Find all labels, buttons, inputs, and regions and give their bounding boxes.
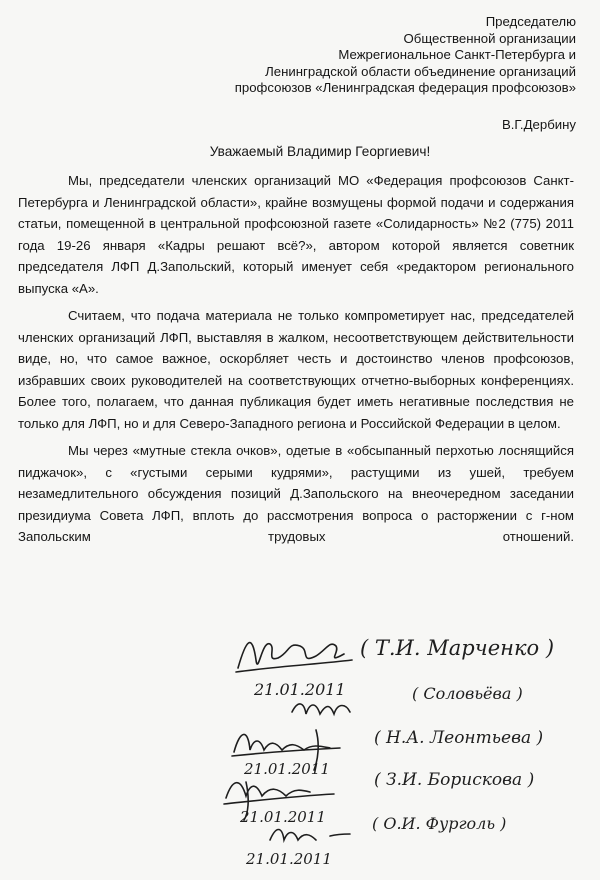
addressee-line: Председателю xyxy=(485,14,576,29)
signature-5-name: ( О.И. Фурголь ) xyxy=(372,814,507,833)
signature-1-name: ( Т.И. Марченко ) xyxy=(360,636,555,660)
signature-4-name: ( З.И. Борискова ) xyxy=(374,770,535,790)
signature-1-scribble xyxy=(238,643,344,668)
body-paragraph: Считаем, что подача материала не только компрометирует нас, председателей членских организаций ЛФП, выставляя в жалком, несоответствующем действительности виде, но, что самое важное, оскорбляет честь и достоинство членов профсоюзов, избравших своих руководителей на соответствующих отчетно-выборных конференциях. Более того, полагаем, что данная публикация будет иметь негативные последствия не только для ЛФП, но и для Северо-Западного региона и Российской Федерации в целом. xyxy=(18,308,574,431)
signature-1-date: 21.01.2011 xyxy=(254,680,346,699)
signature-3-date: 21.01.2011 xyxy=(244,760,330,778)
salutation: Уважаемый Владимир Георгиевич! xyxy=(209,144,431,159)
body-paragraph: Мы через «мутные стекла очков», одетые в «обсыпанный перхотью лоснящийся пиджачок», с «густыми серыми кудрями», растущими из ушей, требуем незамедлительного обсуждения позиций Д.Запольского на внеочередном заседании президиума Совета ЛФП, вплоть до рассмотрения вопроса о расторжении с г-ном Запольским трудовых отношений. xyxy=(18,443,574,544)
signature-2-scribble xyxy=(292,704,350,714)
signature-2-name: ( Соловьёва ) xyxy=(412,684,523,703)
signature-1-underline xyxy=(236,660,352,672)
signature-4-underline xyxy=(224,794,334,804)
addressee-line: профсоюзов «Ленинградская федерация профсоюзов» xyxy=(234,80,576,95)
addressee-line: Межрегиональное Санкт-Петербурга и xyxy=(338,47,576,62)
addressee-line: Ленинградской области объединение организаций xyxy=(265,63,576,79)
recipient-name: В.Г.Дербину xyxy=(501,117,576,132)
signature-3-underline xyxy=(232,748,340,756)
signature-5-scribble xyxy=(270,830,350,841)
addressee-line: Общественной организации xyxy=(403,30,576,46)
signature-5-date: 21.01.2011 xyxy=(246,850,332,868)
signature-3-name: ( Н.А. Леонтьева ) xyxy=(374,728,544,748)
body-paragraph: Мы, председатели членских организаций МО «Федерация профсоюзов Санкт-Петербурга и Ленинградской области», крайне возмущены формой подачи и содержания статьи, помещенной в центральной профсоюзной газете «Солидарность» №2 (775) 2011 года 19-26 января «Кадры решают всё?», автором которой является советник председателя ЛФП Д.Запольский, который именует себя «редактором регионального выпуска «А». xyxy=(18,173,574,296)
signature-4-date: 21.01.2011 xyxy=(240,808,326,826)
